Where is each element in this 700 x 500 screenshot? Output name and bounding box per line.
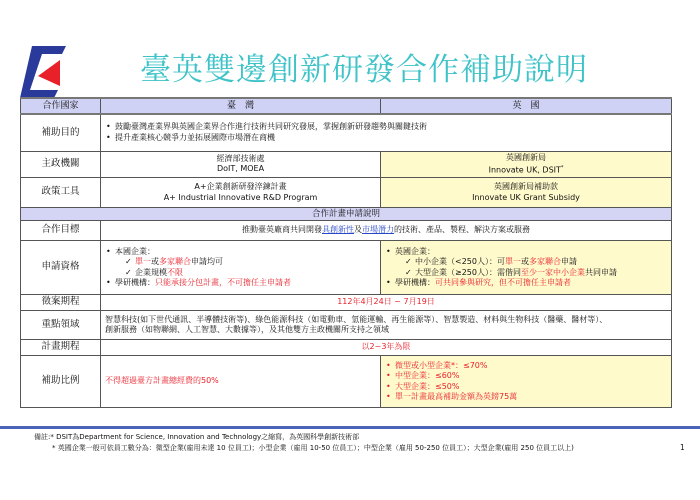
policy-uk-zh: 英國創新局補助款 xyxy=(494,182,558,192)
row-policy xyxy=(21,178,672,208)
goal-content: 推動臺英廠商共同開發具創新性及市場潛力的技術、產品、製程、解決方案或服務 xyxy=(101,221,672,241)
row-label: 徵案期程 xyxy=(21,295,101,311)
footnote-1: 備註:* DSIT為Department for Science, Innovation and Technology之縮寫，為英國科學創新技術部 xyxy=(34,433,360,441)
purpose-content xyxy=(101,114,672,151)
list-item: • 鼓勵臺灣產業界與英國企業界合作進行技術共同研究發展，掌握創新研發趨勢與關鍵技術 xyxy=(105,122,667,133)
section-title: 合作計畫申請說明 xyxy=(21,208,672,221)
ratio-uk xyxy=(381,356,672,408)
eligibility-uk xyxy=(381,241,672,295)
list-item: • 微型或小型企業*：≤70% xyxy=(385,361,667,372)
row-focus xyxy=(21,311,672,340)
row-label: 政策工具 xyxy=(21,178,101,208)
row-ratio xyxy=(21,356,672,408)
agency-taiwan xyxy=(101,151,381,178)
policy-taiwan-zh: A+企業創新研發淬鍊計畫 xyxy=(194,182,287,192)
footnote-2: * 英國企業一般可依員工數分為：微型企業(雇用未達 10 位員工)；小型企業（雇用 10-50 位員工）；中型企業（雇用 50-250 位員工）；大型企業(雇用 250 位員工以上) xyxy=(52,443,574,452)
footnotes xyxy=(34,432,574,453)
subsidy-table xyxy=(20,97,672,408)
section-header-row xyxy=(21,208,672,221)
header-cooperating-country: 合作國家 xyxy=(21,98,101,114)
row-label: 補助比例 xyxy=(21,356,101,408)
row-duration xyxy=(21,340,672,356)
row-goal xyxy=(21,221,672,241)
call-period-value: 112年4月24日 ~ 7月19日 xyxy=(101,295,672,311)
check-item: ✓ 企業規模不限 xyxy=(125,268,376,279)
row-purpose xyxy=(21,114,672,151)
check-item: ✓ 大型企業（≥250人）：需偕同至少一家中小企業共同申請 xyxy=(405,268,667,279)
list-item: • 學研機構：可共同參與研究，但不可擔任主申請者 xyxy=(385,278,667,289)
agency-uk-zh: 英國創新局 xyxy=(506,152,546,162)
row-label: 補助目的 xyxy=(21,114,101,151)
agency-uk xyxy=(381,151,672,178)
row-label: 重點領域 xyxy=(21,311,101,340)
list-item: • 單一計畫最高補助金額為英鎊75萬 xyxy=(385,392,667,403)
policy-uk xyxy=(381,178,672,208)
agency-taiwan-en: DoIT, MOEA xyxy=(216,164,265,174)
list-item: • 大型企業：≤50% xyxy=(385,382,667,393)
list-item: • 中型企業：≤60% xyxy=(385,371,667,382)
row-label: 申請資格 xyxy=(21,241,101,295)
goal-innovative: 具創新性 xyxy=(322,225,354,235)
goal-market-potential: 市場潛力 xyxy=(362,225,394,235)
list-item: • 提升產業核心競爭力並拓展國際市場潛在商機 xyxy=(105,133,667,144)
footer-divider xyxy=(0,426,700,429)
row-eligibility xyxy=(21,241,672,295)
focus-content: 智慧科技(如下世代通訊、半導體技術等)、綠色能源科技（如電動車、氫能運輸、再生能源等）、智慧製造、材料與生物科技（醫藥、醫材等）、 創新服務（如物聯網、人工智慧、大數據等），及其他雙方主政機關所支持之領域 xyxy=(101,311,672,340)
eligibility-taiwan xyxy=(101,241,381,295)
page-number: 1 xyxy=(680,443,685,452)
policy-taiwan-en: A+ Industrial Innovative R&D Program xyxy=(163,192,318,202)
row-label: 主政機關 xyxy=(21,151,101,178)
page-title: 臺英雙邊創新研發合作補助說明 xyxy=(140,52,588,88)
header-uk: 英 國 xyxy=(381,98,672,114)
ratio-taiwan: 不得超過臺方計畫總經費的50% xyxy=(101,356,381,408)
header-taiwan: 臺 灣 xyxy=(101,98,381,114)
policy-taiwan xyxy=(101,178,381,208)
row-agency xyxy=(21,151,672,178)
row-label: 合作目標 xyxy=(21,221,101,241)
agency-taiwan-zh: 經濟部技術處 xyxy=(216,153,265,163)
row-label: 計畫期程 xyxy=(21,340,101,356)
check-item: ✓ 單一或多家聯合申請均可 xyxy=(125,257,376,268)
list-item: • 本國企業： ✓ 單一或多家聯合申請均可 ✓ 企業規模不限 xyxy=(105,247,376,279)
list-item: • 英國企業： ✓ 中小企業（<250人）：可單一或多家聯合申請 ✓ 大型企業（≥250人）：需偕同至少一家中小企業共同申請 xyxy=(385,247,667,279)
agency-uk-en: Innovate UK, DSIT* xyxy=(488,165,564,175)
organization-logo-icon xyxy=(20,46,66,98)
table-header-row xyxy=(21,98,672,114)
list-item: • 學研機構：只能承接分包計畫，不可擔任主申請者 xyxy=(105,278,376,289)
duration-value: 以2~3年為限 xyxy=(101,340,672,356)
check-item: ✓ 中小企業（<250人）：可單一或多家聯合申請 xyxy=(405,257,667,268)
row-call-period xyxy=(21,295,672,311)
policy-uk-en: Innovate UK Grant Subsidy xyxy=(472,192,580,202)
